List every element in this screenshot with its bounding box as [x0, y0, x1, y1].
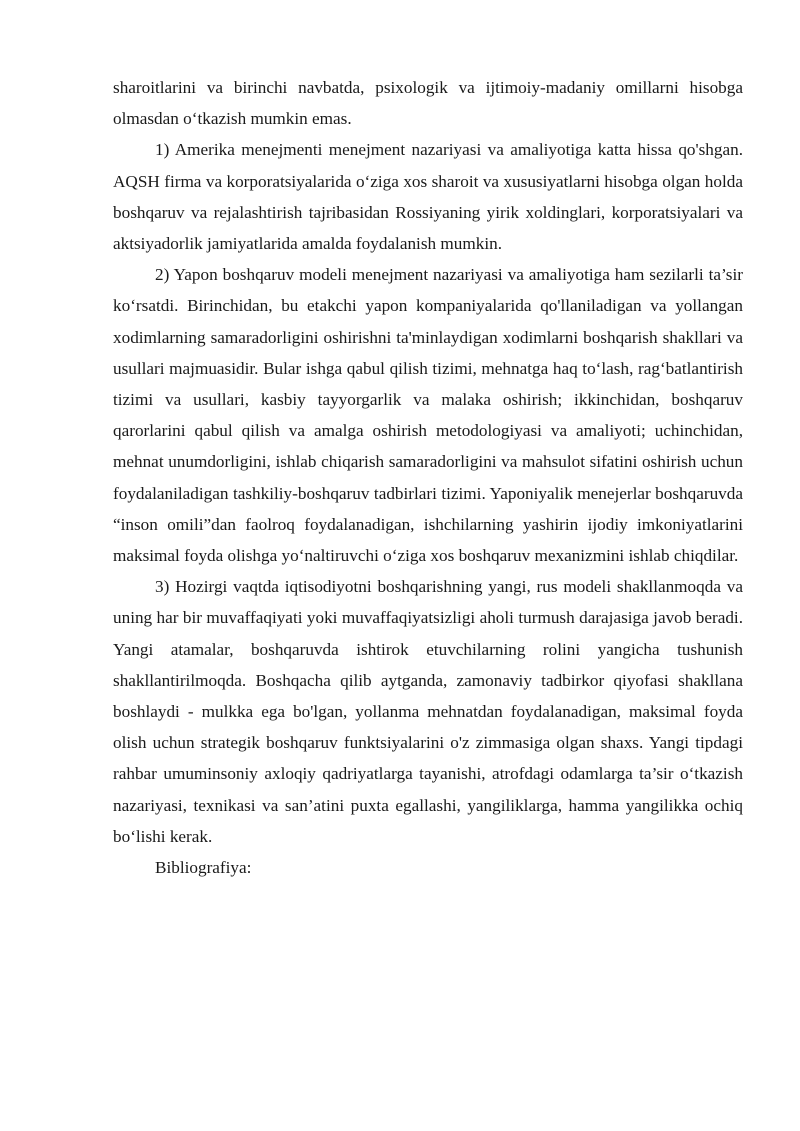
document-page: [113, 72, 743, 883]
paragraph-japanese-model: 2) Yapon boshqaruv modeli menejment nazariyasi va amaliyotiga ham sezilarli ta’sir ko‘rsatdi. Birinchidan, bu etakchi yapon kompaniyalarida qo'llaniladigan va yollangan xodimlarning samaradorligini oshirishni ta'minlaydigan xodimlarni boshqarish shakllari va usullari majmuasidir. Bular ishga qabul qilish tizimi, mehnatga haq to‘lash, rag‘batlantirish tizimi va usullari, kasbiy tayyorgarlik va malaka oshirish; ikkinchidan, boshqaruv qarorlarini qabul qilish va amalga oshirish metodologiyasi va amaliyoti; uchinchidan, mehnat unumdorligini, ishlab chiqarish samaradorligini va mahsulot sifatini oshirish uchun foydalaniladigan tashkiliy-boshqaruv tadbirlari tizimi. Yaponiyalik menejerlar boshqaruvda “inson omili”dan faolroq foydalanadigan, ishchilarning yashirin ijodiy imkoniyatlarini maksimal foyda olishga yo‘naltiruvchi o‘ziga xos boshqaruv mexanizmini ishlab chiqdilar.: [113, 265, 743, 566]
paragraph-continuation: sharoitlarini va birinchi navbatda, psixologik va ijtimoiy-madaniy omillarni hisobga olmasdan o‘tkazish mumkin emas.: [113, 78, 743, 129]
paragraph-russian-model: 3) Hozirgi vaqtda iqtisodiyotni boshqarishning yangi, rus modeli shakllanmoqda va uning har bir muvaffaqiyati yoki muvaffaqiyatsizligi aholi turmush darajasiga javob beradi. Yangi atamalar, boshqaruvda ishtirok etuvchilarning rolini yangicha tushunish shakllantirilmoqda. Boshqacha qilib aytganda, zamonaviy tadbirkor qiyofasi shakllana boshlaydi - mulkka ega bo'lgan, yollanma mehnatdan foydalanadigan, maksimal foyda olish uchun strategik boshqaruv funktsiyalarini o'z zimmasiga olgan shaxs. Yangi tipdagi rahbar umuminsoniy axloqiy qadriyatlarga tayanishi, atrofdagi odamlarga ta’sir o‘tkazish nazariyasi, texnikasi va san’atini puxta egallashi, yangiliklarga, hamma yangilikka ochiq bo‘lishi kerak.: [113, 577, 743, 846]
paragraph-american-management: 1) Amerika menejmenti menejment nazariyasi va amaliyotiga katta hissa qo'shgan. AQSH firma va korporatsiyalarida o‘ziga xos sharoit va xususiyatlarni hisobga olgan holda boshqaruv va rejalashtirish tajribasidan Rossiyaning yirik xoldinglari, korporatsiyalari va aktsiyadorlik jamiyatlarida amalda foydalanish mumkin.: [113, 140, 743, 254]
bibliography-heading: Bibliografiya:: [155, 858, 252, 878]
